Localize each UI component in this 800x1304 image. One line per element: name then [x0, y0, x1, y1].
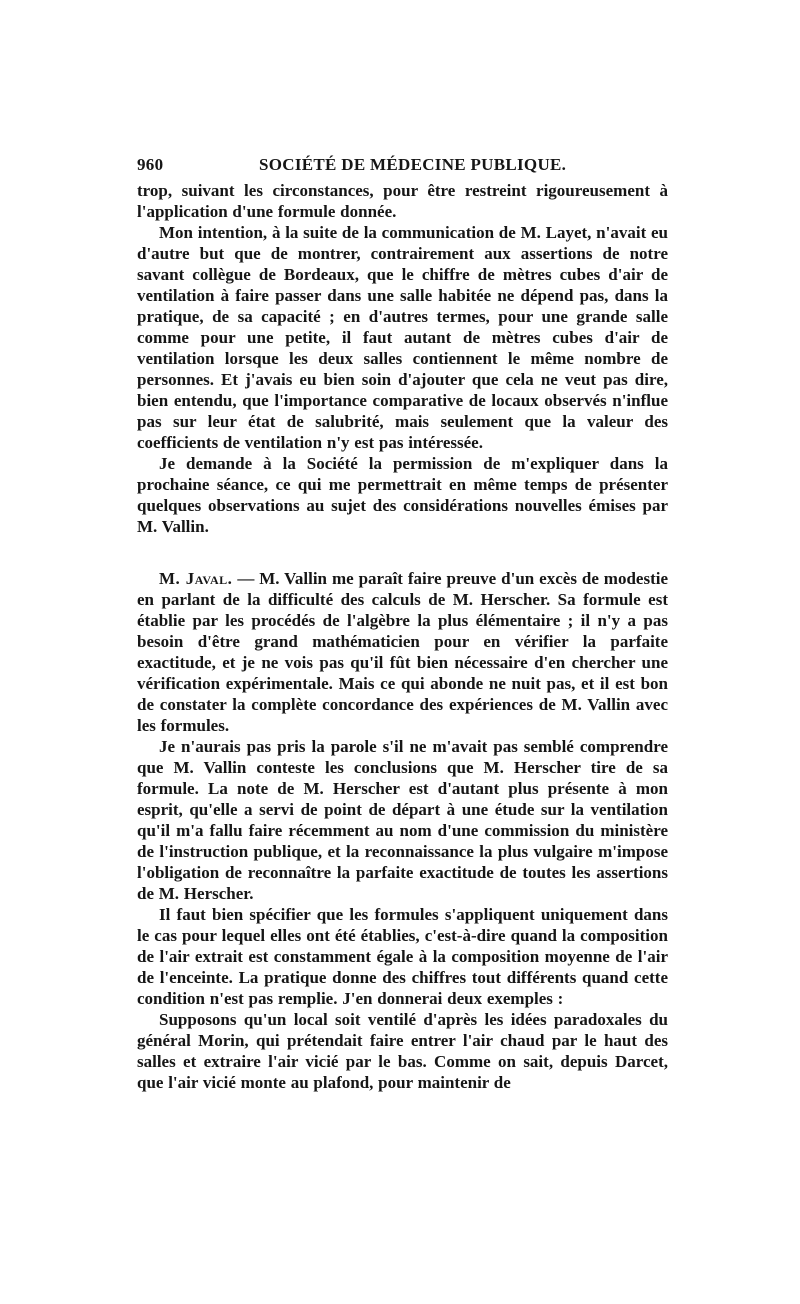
paragraph-supposons: Supposons qu'un local soit ventilé d'après les idées paradoxales du général Morin, qui prétendait faire entrer l'air chaud par le haut des salles et extraire l'air vicié par le bas. Comme on sait, depuis Darcet, que l'air vicié monte au plafond, pour maintenir de [137, 1010, 668, 1092]
paragraph-javal-text: — M. Vallin me paraît faire preuve d'un excès de modestie en parlant de la difficulté des calculs de M. Herscher. Sa formule est établie par les procédés de l'algèbre la plus élémentaire ; il n'y a pas besoin d'être grand mathématicien pour en vérifier la parfaite exactitude, et je ne vois pas qu'il fût bien nécessaire d'en chercher une vérification expérimentale. Mais ce qui abonde ne nuit pas, et il est bon de constater la complète concordance des expériences de M. Vallin avec les formules. [137, 569, 668, 735]
paragraph-herscher: Je n'aurais pas pris la parole s'il ne m'avait pas semblé comprendre que M. Vallin conteste les conclusions que M. Herscher tire de sa formule. La note de M. Herscher est d'autant plus présente à mon esprit, qu'elle a servi de point de départ à une étude sur la ventilation qu'il m'a fallu faire récemment au nom d'une commission du ministère de l'instruction publique, et la reconnaissance la plus vulgaire m'impose l'obligation de reconnaître la parfaite exactitude de toutes les assertions de M. Herscher. [137, 737, 668, 903]
paragraph-javal-intro [137, 568, 668, 736]
paragraph-formules: Il faut bien spécifier que les formules s'appliquent uniquement dans le cas pour lequel elles ont été établies, c'est-à-dire quand la composition de l'air extrait est constamment égale à la composition moyenne de l'air de l'enceinte. La pratique donne des chiffres tout différents quand cette condition n'est pas remplie. J'en donnerai deux exemples : [137, 905, 668, 1008]
paragraph-intention: Mon intention, à la suite de la communication de M. Layet, n'avait eu d'autre but que de montrer, contrairement aux assertions de notre savant collègue de Bordeaux, que le chiffre de mètres cubes d'air de ventilation à faire passer dans une salle habitée ne dépend pas, dans la pratique, de sa capacité ; en d'autres termes, pour une grande salle comme pour une petite, il faut autant de mètres cubes d'air de ventilation lorsque les deux salles contiennent le même nombre de personnes. Et j'avais eu bien soin d'ajouter que cela ne veut pas dire, bien entendu, que l'importance comparative de locaux observés n'influe pas sur leur état de salubrité, mais seulement que la valeur des coefficients de ventilation n'y est pas intéressée. [137, 223, 668, 452]
page-number: 960 [137, 155, 164, 174]
book-page [137, 152, 668, 1093]
body-text-javal [137, 568, 668, 1093]
paragraph-continued: trop, suivant les circonstances, pour être restreint rigoureusement à l'application d'une formule donnée. [137, 181, 668, 221]
paragraph-demande: Je demande à la Société la permission de m'expliquer dans la prochaine séance, ce qui me permettrait en même temps de présenter quelques observations au sujet des considérations nouvelles émises par M. Vallin. [137, 454, 668, 536]
speaker-name: M. Javal. [159, 569, 233, 588]
body-text-top [137, 180, 668, 537]
running-title: SOCIÉTÉ DE MÉDECINE PUBLIQUE. [259, 155, 567, 174]
section-gap [137, 537, 668, 568]
running-header [137, 152, 668, 180]
